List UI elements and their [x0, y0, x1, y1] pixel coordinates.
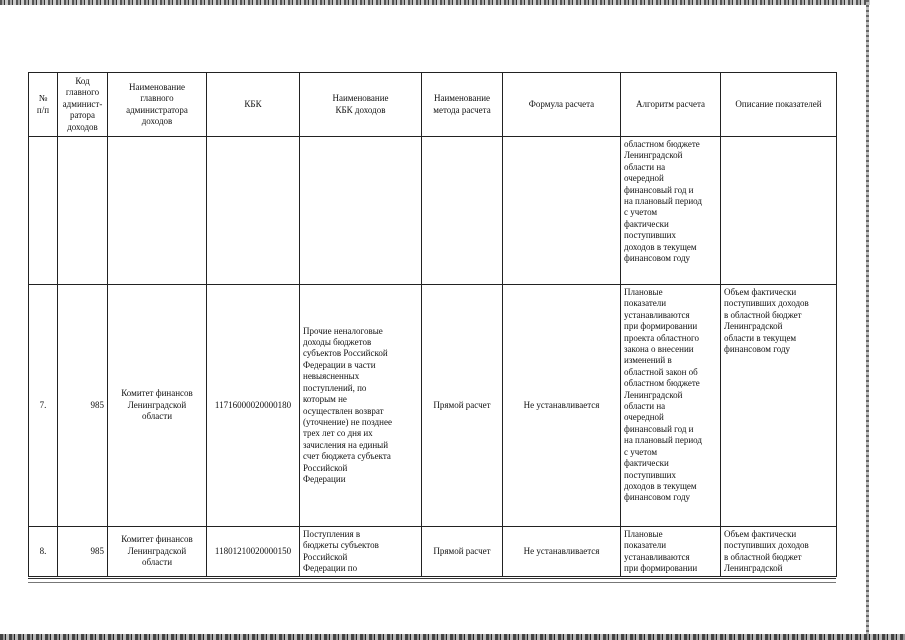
cell-method: Прямой расчет — [422, 527, 503, 577]
cell-empty — [503, 137, 621, 285]
cell-admin-name: Комитет финансов Ленинградской области — [108, 285, 207, 527]
cell-admin-code: 985 — [58, 527, 108, 577]
cell-formula: Не устанавливается — [503, 285, 621, 527]
header-formula: Формула расчета — [503, 73, 621, 137]
cell-empty — [207, 137, 300, 285]
header-algorithm: Алгоритм расчета — [621, 73, 721, 137]
scan-line — [28, 582, 836, 583]
scan-edge-bottom — [0, 634, 905, 640]
cell-kbk: 11801210020000150 — [207, 527, 300, 577]
cell-kbk-name: Поступления в бюджеты субъектов Российской Федерации по — [300, 527, 422, 577]
table-row-continuation — [29, 137, 837, 285]
cell-description: Объем фактически поступивших доходов в областной бюджет Ленинградской области в текущем финансовом году — [721, 285, 837, 527]
table-row-7 — [29, 285, 837, 527]
cell-kbk: 11716000020000180 — [207, 285, 300, 527]
cell-empty — [29, 137, 58, 285]
header-admin-name: Наименование главного администратора доходов — [108, 73, 207, 137]
header-row — [29, 73, 837, 137]
header-num: № п/п — [29, 73, 58, 137]
cell-empty — [721, 137, 837, 285]
table-row-8 — [29, 527, 837, 577]
cell-description: Объем фактически поступивших доходов в областной бюджет Ленинградской — [721, 527, 837, 577]
cell-algorithm: областном бюджете Ленинградской области на очередной финансовый год и на плановый период с учетом фактически поступивших доходов в текущем финансовом году — [621, 137, 721, 285]
scan-edge-top — [0, 0, 870, 5]
cell-formula: Не устанавливается — [503, 527, 621, 577]
header-kbk-name: Наименование КБК доходов — [300, 73, 422, 137]
scan-edge-right — [866, 0, 869, 640]
cell-admin-code: 985 — [58, 285, 108, 527]
cell-algorithm: Плановые показатели устанавливаются при формировании — [621, 527, 721, 577]
cell-empty — [108, 137, 207, 285]
scan-line — [28, 578, 836, 579]
revenue-methods-table — [28, 72, 837, 577]
cell-empty — [422, 137, 503, 285]
header-description: Описание показателей — [721, 73, 837, 137]
cell-admin-name: Комитет финансов Ленинградской области — [108, 527, 207, 577]
header-kbk: КБК — [207, 73, 300, 137]
cell-algorithm: Плановые показатели устанавливаются при формировании проекта областного закона о внесении изменений в областной закон об областном бюджете Ленинградской области на очередной финансовый год и на плановый период с учетом фактически поступивших доходов в текущем финансовом году — [621, 285, 721, 527]
header-method: Наименование метода расчета — [422, 73, 503, 137]
cell-method: Прямой расчет — [422, 285, 503, 527]
cell-kbk-name: Прочие неналоговые доходы бюджетов субъектов Российской Федерации в части невыясненных поступлений, по которым не осуществлен возврат (уточнение) не позднее трех лет со дня их зачисления на единый счет бюджета субъекта Российской Федерации — [300, 285, 422, 527]
cell-num: 7. — [29, 285, 58, 527]
cell-empty — [300, 137, 422, 285]
cell-num: 8. — [29, 527, 58, 577]
cell-empty — [58, 137, 108, 285]
header-admin-code: Код главного админист- ратора доходов — [58, 73, 108, 137]
